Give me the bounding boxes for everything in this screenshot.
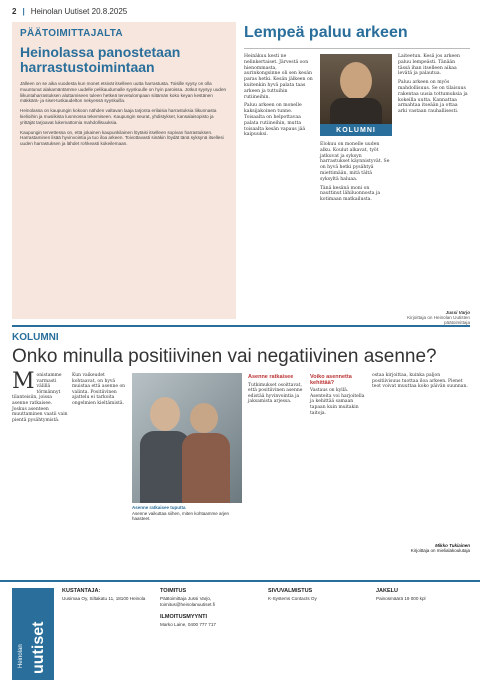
author-role: Kirjoittaja on Heinolan Uutisten päätoimittaja bbox=[407, 315, 470, 325]
article-photo bbox=[132, 373, 242, 503]
page-number: 2 bbox=[12, 6, 17, 16]
lower-article bbox=[12, 369, 470, 573]
author-role: Kirjoittaja on mielialakoulutaja bbox=[410, 548, 470, 553]
paper-name-date: Heinolan Uutiset 20.8.2025 bbox=[30, 6, 128, 16]
colophon-heading: SIVUVALMISTUS bbox=[268, 588, 313, 594]
paragraph: Paluu arkeen on monelle kaksijakoinen tunne. Toisaalta on helpottavaa palata rutiineihin, mutta toisaalta kesän vapaus jää kaipuuksi. bbox=[244, 103, 306, 138]
colophon-distribution bbox=[376, 588, 470, 602]
author-name: Mikko Tukiainen bbox=[435, 543, 470, 548]
lower-signature bbox=[406, 543, 470, 553]
caption-head: Asenne ratkaisee tuputta bbox=[132, 505, 186, 510]
column-text-3 bbox=[398, 54, 468, 118]
colophon-heading: KUSTANTAJA: bbox=[62, 588, 101, 594]
editorial-box bbox=[12, 22, 236, 319]
paragraph: Paluu arkeen on myös mahdollisuus. Se on tilaisuus rakentaa uusia tottumuksia ja kokeilla uutta. Kannattaa armahtaa itseään ja ottaa arki vastaan rauhallisesti. bbox=[398, 80, 468, 115]
colophon-text: Marko Laine, 0400 777 717 bbox=[160, 622, 216, 627]
person-right-face bbox=[190, 403, 218, 433]
colophon-text: K-Systems Contacts Oy bbox=[268, 596, 317, 601]
paragraph: Elokuu on monelle uuden alku. Koulut alkavat, työt jatkuvat ja syksyn harrastukset käynnistyvät. Se on hyvä hetki pysähtyä miettimään, mitä tältä syksyltä haluaa. bbox=[320, 142, 390, 182]
paragraph: Kun vaikeudet kohtaavat, on hyvä muistaa että asenne on valinta. Positiivinen ajattelu ei tarkoita ongelmien kieltämistä. bbox=[72, 373, 126, 406]
column-body bbox=[244, 50, 470, 325]
dropcap: M bbox=[12, 369, 35, 394]
section-divider bbox=[12, 325, 470, 327]
author-photo bbox=[320, 54, 392, 124]
paragraph: Tänä kesänä moni on nauttinut lähiluonnosta ja kotimaan matkailusta. bbox=[320, 185, 381, 203]
logo-small: Heinolan bbox=[18, 644, 24, 668]
column-text-1 bbox=[244, 54, 314, 141]
person-left-face bbox=[150, 397, 180, 431]
colophon-text: Painosmäärä 19 000 kpl bbox=[376, 596, 426, 601]
editorial-paragraph: Kaupungin tervettessa on, että jokainen kaupunkilainen löytäisi itselleen sopivan harrastuksen. Harrastaminen lisää hyvinvointia ja tuo iloa arkeen. Toivottavasti sinäkin löydät tänä syksynä itsellesi uuden harrastuksen ja lähdet rohkeasti kokeilemaan. bbox=[20, 129, 224, 147]
column-title: Lempeä paluu arkeen bbox=[244, 22, 470, 49]
colophon-editorial bbox=[160, 588, 260, 628]
lower-col-4 bbox=[310, 373, 366, 419]
colophon-heading: JAKELU bbox=[376, 588, 399, 594]
column-article bbox=[244, 22, 470, 325]
paragraph: Tutkimukset osoittavat, että positiivinen asenne edistää hyvinvointia ja jaksamista arjessa. bbox=[248, 382, 303, 405]
colophon-text: Päätoimittaja Jussi Varjo, toimitus@heinolanuutiset.fi bbox=[160, 596, 215, 607]
colophon-text: Uusimaa Oy, Siltakatu 11, 18100 Heinola bbox=[62, 596, 146, 601]
lower-col-3 bbox=[248, 373, 304, 408]
lower-col-2 bbox=[72, 373, 128, 410]
subhead: Voiko asennetta kehittää? bbox=[310, 374, 352, 386]
colophon-heading: ILMOITUSMYYNTI bbox=[160, 614, 208, 620]
colophon-heading: TOIMITUS bbox=[160, 588, 187, 594]
editorial-kicker: PÄÄTOIMITTAJALTA bbox=[20, 28, 123, 39]
colophon bbox=[0, 580, 480, 688]
person-right-body bbox=[182, 433, 230, 503]
paper-logo bbox=[12, 588, 54, 680]
lower-kicker: KOLUMNI bbox=[12, 332, 59, 343]
header-separator: | bbox=[22, 6, 25, 16]
editorial-title: Heinolassa panostetaan harrastustoimintaan bbox=[20, 44, 181, 75]
lower-col-1 bbox=[12, 369, 68, 426]
lower-title: Onko minulla positiivinen vai negatiivinen asenne? bbox=[12, 346, 437, 367]
column-text-2 bbox=[320, 142, 390, 206]
logo-big: uutiset bbox=[30, 621, 47, 674]
author-face bbox=[340, 62, 372, 100]
subhead: Asenne ratkaisee bbox=[248, 374, 294, 380]
paragraph: Laiteetun. Kesä jos arkeen paluu lempeästi. Tänään tässä ihan itselleen aikaa levätä ja palautua. bbox=[398, 54, 460, 77]
author-body bbox=[330, 98, 382, 124]
author-name: Jussi Varjo bbox=[445, 310, 470, 315]
paragraph: Heinäkuu kesti ne nelinkertaiset. Järvestä oon hienommasta, aurinkongsinne oli sen kesän paras hetki. Kesän jälkeen on kuitenkin hyvä palata taas arkeen ja tuttuihin rutiineihin. bbox=[244, 54, 313, 100]
page-header bbox=[12, 4, 468, 18]
caption-text: Asenne vaikuttaa siihen, miten kohtaamme arjen haasteet. bbox=[132, 510, 230, 522]
kolumni-badge: KOLUMNI bbox=[320, 124, 392, 136]
colophon-publisher bbox=[62, 588, 152, 602]
editorial-paragraph: Heinolassa on kaupungin kokoon nähden valtavan laaja tarjonta erilaisia harrastuksia liikunnasta kielioihin ja musiikista luonnossa tekemiseen. Kaupungin seurat, yhdistykset, kansalaisopisto ja yrittäjät tarjoavat lukemattomia mahdollisuuksia. bbox=[20, 108, 217, 125]
editorial-body bbox=[20, 81, 228, 147]
column-signature bbox=[400, 310, 470, 325]
colophon-layout bbox=[268, 588, 368, 602]
paragraph: onistamme varmasti välillä törmännyt tilanteisiin, joissa asenne ratkaisee. Joskus asenteen muuttaminen vaatii vain pientä pysähtymistä. bbox=[12, 373, 68, 423]
paragraph: ostaa kirjoittaa, kuinka paljon positiivisuus tuottaa iloa arkeen. Pienet teot voivat muuttaa koko päivän suunnan. bbox=[372, 373, 468, 390]
editorial-paragraph: Jälleen on se aika vuodesta kun monet etsivät itselleen uutta harrastusta. Toisille syysy on olla muuntunut alakamäntämme uudelle pelikaudumalle syyskuulle on hyin paroissa. Jotkut syysyy uuden liikuntaharrastuksen aluttamiseen tuleen hetkeä tervetulompaan siitämän koko keyan kestänen mäkkärä- ja siset-tuskaudelton nekyessä syyskuilla. bbox=[20, 81, 227, 104]
photo-caption bbox=[132, 505, 242, 522]
paragraph: Vastaus on kyllä. Asenteita voi harjoitella ja kehittää samaan tapaan kuin muitakin taitoja. bbox=[310, 388, 365, 416]
lower-col-5 bbox=[372, 373, 468, 393]
